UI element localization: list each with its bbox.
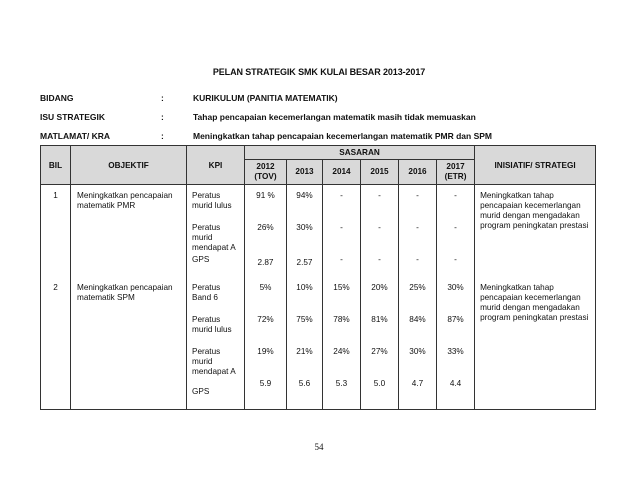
kpi-line: Peratus	[192, 191, 221, 200]
row-kpi	[187, 185, 245, 278]
value-col-2013	[287, 185, 323, 278]
document-title: PELAN STRATEGIK SMK KULAI BESAR 2013-2017	[212, 67, 426, 77]
value-cell: 26%	[257, 223, 274, 232]
value-cell: 19%	[257, 347, 274, 356]
header-year-2017-line1: 2017	[446, 162, 465, 171]
value-cell: 2.87	[257, 258, 274, 267]
value-col-2016	[399, 277, 437, 410]
value-cell: 72%	[257, 315, 274, 324]
kpi-item	[192, 255, 242, 277]
meta-value: KURIKULUM (PANITIA MATEMATIK)	[193, 93, 338, 103]
kpi-item	[192, 283, 242, 315]
value-cell: 91 %	[256, 191, 275, 200]
kpi-line: murid lulus	[192, 201, 232, 210]
value-cell: 5.9	[259, 379, 272, 388]
value-cell: 33%	[447, 347, 464, 356]
header-inisiatif: INISIATIF/ STRATEGI	[475, 146, 596, 185]
value-cell: 10%	[296, 283, 313, 292]
header-year-2017	[437, 160, 475, 185]
value-cell: 2.57	[296, 258, 313, 267]
meta-label: ISU STRATEGIK	[40, 112, 106, 122]
value-cell: 94%	[296, 191, 313, 200]
kpi-line: Peratus	[192, 347, 221, 356]
row-bil: 1	[41, 185, 71, 278]
value-cell: -	[340, 255, 343, 264]
value-cell: 87%	[447, 315, 464, 324]
meta-colon: :	[161, 112, 164, 122]
value-cell: 20%	[371, 283, 388, 292]
value-cell: -	[378, 191, 381, 200]
kpi-line: Peratus	[192, 315, 221, 324]
value-col-2017	[437, 277, 475, 410]
value-col-2012	[245, 185, 287, 278]
row-inisiatif: Meningkatkan tahap pencapaian kecemerlangan murid dengan mengadakan program peningkatan prestasi	[475, 185, 596, 278]
value-cell: 30%	[409, 347, 426, 356]
header-sasaran: SASARAN	[245, 146, 475, 160]
value-cell: 30%	[296, 223, 313, 232]
row-objektif: Meningkatkan pencapaian matematik SPM	[71, 277, 187, 410]
kpi-item	[192, 191, 242, 223]
header-year-2012	[245, 160, 287, 185]
value-col-2013	[287, 277, 323, 410]
value-cell: 30%	[447, 283, 464, 292]
value-cell: 75%	[296, 315, 313, 324]
value-cell: 27%	[371, 347, 388, 356]
kpi-item	[192, 223, 242, 255]
value-cell: 78%	[333, 315, 350, 324]
value-cell: -	[416, 255, 419, 264]
kpi-line: murid	[192, 233, 213, 242]
value-cell: 21%	[296, 347, 313, 356]
value-cell: -	[340, 223, 343, 232]
value-col-2015	[361, 277, 399, 410]
row-inisiatif: Meningkatkan tahap pencapaian kecemerlangan murid dengan mengadakan program peningkatan prestasi	[475, 277, 596, 410]
header-kpi: KPI	[187, 146, 245, 185]
meta-value: Tahap pencapaian kecemerlangan matematik masih tidak memuaskan	[193, 112, 476, 122]
page-number: 54	[314, 442, 324, 452]
table-row	[41, 277, 596, 410]
value-cell: 4.7	[411, 379, 424, 388]
value-cell: 5.3	[335, 379, 348, 388]
value-col-2014	[323, 185, 361, 278]
meta-colon: :	[161, 131, 164, 141]
value-cell: 25%	[409, 283, 426, 292]
kpi-line: Peratus	[192, 283, 221, 292]
value-cell: -	[454, 223, 457, 232]
header-year-2015: 2015	[361, 160, 399, 185]
value-col-2012	[245, 277, 287, 410]
kpi-item	[192, 347, 242, 387]
value-col-2017	[437, 185, 475, 278]
row-kpi	[187, 277, 245, 410]
meta-label: BIDANG	[40, 93, 74, 103]
header-year-2012-line2: (TOV)	[254, 172, 277, 181]
value-col-2014	[323, 277, 361, 410]
meta-label: MATLAMAT/ KRA	[40, 131, 111, 141]
value-cell: 81%	[371, 315, 388, 324]
value-cell: 5%	[259, 283, 272, 292]
header-year-2014: 2014	[323, 160, 361, 185]
value-cell: -	[378, 255, 381, 264]
kpi-line: Peratus	[192, 223, 221, 232]
value-cell: -	[454, 191, 457, 200]
kpi-line: mendapat A	[192, 367, 236, 376]
kpi-line: GPS	[192, 387, 210, 396]
value-col-2016	[399, 185, 437, 278]
meta-colon: :	[161, 93, 164, 103]
value-cell: -	[454, 255, 457, 264]
kpi-line: murid	[192, 357, 213, 366]
header-bil: BIL	[41, 146, 71, 185]
value-cell: 84%	[409, 315, 426, 324]
meta-value: Meningkatkan tahap pencapaian kecemerlangan matematik PMR dan SPM	[193, 131, 493, 141]
row-bil: 2	[41, 277, 71, 410]
header-year-2016: 2016	[399, 160, 437, 185]
table-row	[41, 185, 596, 278]
value-cell: -	[340, 191, 343, 200]
kpi-item	[192, 315, 242, 347]
value-cell: 15%	[333, 283, 350, 292]
header-year-2012-line1: 2012	[256, 162, 275, 171]
header-year-2013: 2013	[287, 160, 323, 185]
value-cell: 5.6	[298, 379, 311, 388]
kpi-line: GPS	[192, 255, 210, 264]
header-year-2017-line2: (ETR)	[444, 172, 467, 181]
value-cell: 4.4	[449, 379, 462, 388]
value-cell: 5.0	[373, 379, 386, 388]
strategic-plan-table	[40, 145, 596, 410]
kpi-line: mendapat A	[192, 243, 236, 252]
kpi-line: murid lulus	[192, 325, 232, 334]
header-objektif: OBJEKTIF	[71, 146, 187, 185]
row-objektif: Meningkatkan pencapaian matematik PMR	[71, 185, 187, 278]
kpi-item	[192, 387, 242, 409]
value-cell: 24%	[333, 347, 350, 356]
value-cell: -	[378, 223, 381, 232]
value-cell: -	[416, 191, 419, 200]
value-cell: -	[416, 223, 419, 232]
kpi-line: Band 6	[192, 293, 218, 302]
value-col-2015	[361, 185, 399, 278]
